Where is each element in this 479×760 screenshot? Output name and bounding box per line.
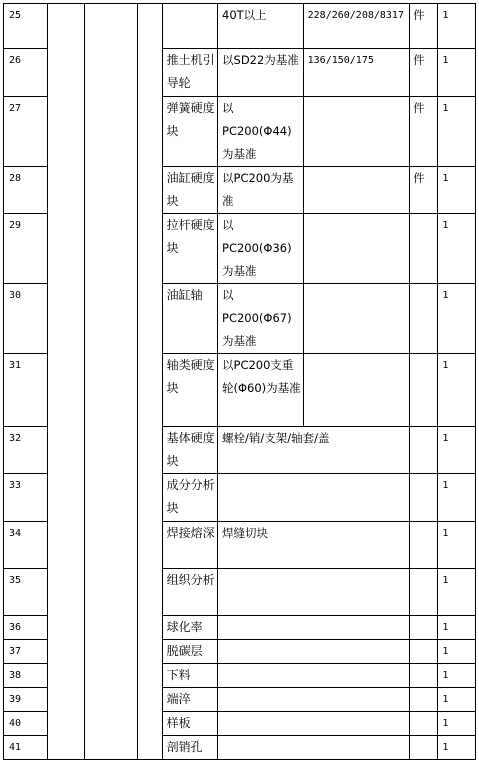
- unit-cell: [410, 664, 438, 688]
- spec-cell: [303, 354, 410, 427]
- description-cell: [218, 712, 410, 736]
- item-name: 弹簧硬度块: [162, 97, 217, 167]
- qty-cell: 1: [438, 214, 476, 284]
- row-number: 25: [4, 4, 48, 49]
- standard-cell: 以PC200(Φ44)为基准: [218, 97, 304, 167]
- description-cell: 焊缝切块: [218, 522, 410, 569]
- unit-cell: [410, 354, 438, 427]
- row-number: 35: [4, 569, 48, 616]
- unit-cell: 件: [410, 167, 438, 214]
- item-name: 拉杆硬度块: [162, 214, 217, 284]
- row-number: 36: [4, 616, 48, 640]
- standard-cell: 40T以上: [218, 4, 304, 49]
- unit-cell: 件: [410, 4, 438, 49]
- description-cell: [218, 664, 410, 688]
- qty-cell: 1: [438, 167, 476, 214]
- row-number: 27: [4, 97, 48, 167]
- item-name: 成分分析块: [162, 474, 217, 522]
- spec-cell: 228/260/208/8317: [303, 4, 410, 49]
- row-number: 40: [4, 712, 48, 736]
- unit-cell: [410, 616, 438, 640]
- unit-cell: [410, 736, 438, 760]
- qty-cell: 1: [438, 664, 476, 688]
- item-name: 油缸硬度块: [162, 167, 217, 214]
- row-number: 33: [4, 474, 48, 522]
- qty-cell: 1: [438, 736, 476, 760]
- item-name: 样板: [162, 712, 217, 736]
- item-name: 脱碳层: [162, 640, 217, 664]
- qty-cell: 1: [438, 569, 476, 616]
- standard-cell: 以SD22为基准: [218, 49, 304, 97]
- unit-cell: [410, 427, 438, 474]
- standard-cell: 以PC200为基准: [218, 167, 304, 214]
- qty-cell: 1: [438, 4, 476, 49]
- qty-cell: 1: [438, 474, 476, 522]
- qty-cell: 1: [438, 616, 476, 640]
- spec-cell: 136/150/175: [303, 49, 410, 97]
- row-number: 38: [4, 664, 48, 688]
- spec-cell: [303, 214, 410, 284]
- unit-cell: [410, 640, 438, 664]
- table-row: [4, 4, 476, 49]
- merged-cell: [137, 4, 162, 760]
- row-number: 29: [4, 214, 48, 284]
- standard-cell: 以PC200(Φ67)为基准: [218, 284, 304, 354]
- item-name: 基体硬度块: [162, 427, 217, 474]
- unit-cell: [410, 214, 438, 284]
- row-number: 26: [4, 49, 48, 97]
- item-name: 剖销孔: [162, 736, 217, 760]
- qty-cell: 1: [438, 284, 476, 354]
- spec-cell: [303, 284, 410, 354]
- unit-cell: [410, 474, 438, 522]
- merged-cell: [47, 4, 85, 760]
- unit-cell: [410, 569, 438, 616]
- standard-cell: 以PC200(Φ36)为基准: [218, 214, 304, 284]
- row-number: 32: [4, 427, 48, 474]
- parts-table: [3, 3, 476, 760]
- standard-cell: 以PC200支重轮(Φ60)为基准: [218, 354, 304, 427]
- row-number: 39: [4, 688, 48, 712]
- item-name: 油缸轴: [162, 284, 217, 354]
- row-number: 34: [4, 522, 48, 569]
- row-number: 41: [4, 736, 48, 760]
- description-cell: 螺栓/销/支架/轴套/盖: [218, 427, 410, 474]
- description-cell: [218, 616, 410, 640]
- item-name: 焊接熔深: [162, 522, 217, 569]
- merged-cell: [85, 4, 137, 760]
- qty-cell: 1: [438, 712, 476, 736]
- item-name: 组织分析: [162, 569, 217, 616]
- qty-cell: 1: [438, 522, 476, 569]
- qty-cell: 1: [438, 354, 476, 427]
- item-name: 下料: [162, 664, 217, 688]
- description-cell: [218, 640, 410, 664]
- description-cell: [218, 569, 410, 616]
- qty-cell: 1: [438, 688, 476, 712]
- unit-cell: 件: [410, 49, 438, 97]
- row-number: 30: [4, 284, 48, 354]
- description-cell: [218, 474, 410, 522]
- spec-cell: [303, 97, 410, 167]
- item-name: 端淬: [162, 688, 217, 712]
- qty-cell: 1: [438, 640, 476, 664]
- qty-cell: 1: [438, 427, 476, 474]
- row-number: 28: [4, 167, 48, 214]
- item-name: 球化率: [162, 616, 217, 640]
- description-cell: [218, 736, 410, 760]
- qty-cell: 1: [438, 97, 476, 167]
- qty-cell: 1: [438, 49, 476, 97]
- row-number: 31: [4, 354, 48, 427]
- unit-cell: [410, 284, 438, 354]
- unit-cell: [410, 522, 438, 569]
- row-number: 37: [4, 640, 48, 664]
- item-name: 轴类硬度块: [162, 354, 217, 427]
- item-name: 推土机引导轮: [162, 49, 217, 97]
- unit-cell: [410, 712, 438, 736]
- unit-cell: 件: [410, 97, 438, 167]
- spec-cell: [303, 167, 410, 214]
- item-name: [162, 4, 217, 49]
